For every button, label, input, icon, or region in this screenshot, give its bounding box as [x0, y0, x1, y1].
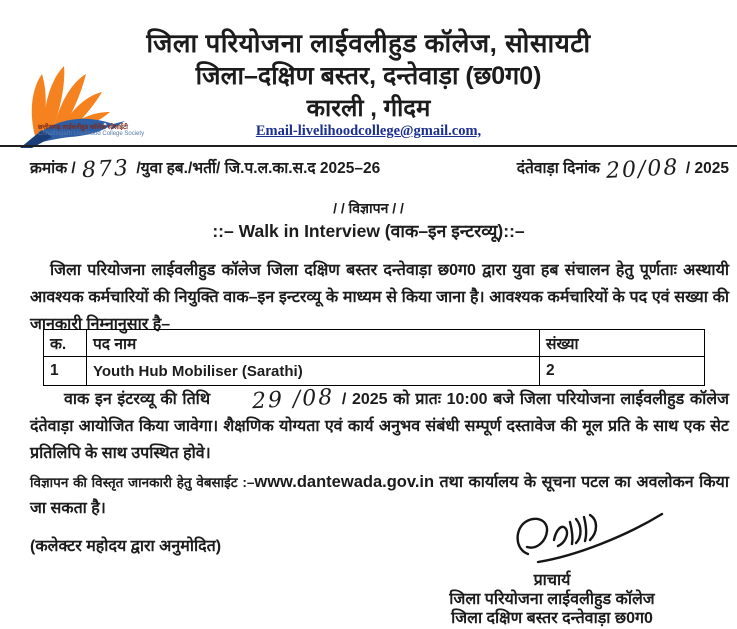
- email-link[interactable]: Email-livelihoodcollege@gmail.com,: [255, 123, 482, 139]
- signature-scribble-icon: [510, 510, 666, 568]
- date-suffix: / 2025: [685, 160, 729, 177]
- reference-date: [516, 155, 729, 184]
- table-row: [44, 357, 705, 386]
- logo-caption-english: Chhattisgarh Livelihood College Society: [38, 131, 145, 137]
- table-header-row: [44, 330, 705, 357]
- ref-suffix: /युवा हब./भर्ती/ जि.प.ल.का.स.द 2025–26: [136, 160, 381, 177]
- cell-serial: 1: [44, 357, 87, 386]
- website-info-suffix: तथा कार्यालय के सूचना पटल का अवलोकन किया जा सकता है।: [30, 474, 729, 517]
- interview-date-handwritten: 29 /08: [251, 384, 335, 415]
- header-post-name: पद नाम: [87, 330, 540, 357]
- signatory-org-line1: जिला परियोजना लाईवलीहुड कॉलेज: [449, 591, 655, 608]
- org-title-line3: कारली , गीदम: [306, 95, 431, 122]
- date-prefix: दंतेवाड़ा दिनांक: [516, 160, 600, 177]
- para2-after-date: / 2025 को प्रातः 10:00 बजे जिला परियोजना लाईवलीहुड कॉलेज दंतेवाड़ा आयोजित किया जावेगा। शैक्षणिक योग्यता एवं कार्य अनुभव संबंधी सम्पूर्ण दस्तावेज की मूल प्रति के साथ एक सेट प्रतिलिपि के साथ उपस्थित होवे।: [30, 391, 729, 462]
- ref-number-handwritten: 873: [81, 155, 131, 184]
- para2-before-date: वाक इन इंटरव्यू की तिथि: [64, 391, 211, 408]
- ref-prefix: क्रमांक /: [30, 160, 76, 177]
- header-divider: [0, 145, 737, 147]
- date-handwritten: 20/08: [605, 155, 681, 184]
- signatory-designation: प्राचार्य: [533, 572, 571, 589]
- vacancy-table: [43, 329, 705, 386]
- signature-block: [438, 510, 666, 628]
- cell-count: 2: [540, 357, 705, 386]
- website-url: www.dantewada.gov.in: [254, 473, 435, 491]
- header-count: संख्या: [540, 330, 705, 357]
- reference-number: [30, 155, 381, 184]
- cell-post-name: Youth Hub Mobiliser (Sarathi): [87, 357, 540, 386]
- interview-details-paragraph: [30, 386, 729, 467]
- org-title-line1: जिला परियोजना लाईवलीहुड कॉलेज, सोसायटी: [146, 28, 591, 58]
- advertisement-heading: / / विज्ञापन / /: [333, 200, 404, 216]
- logo-caption-hindi: छत्तीसगढ़ लाईवलीहुड कॉलेज सोसाईटी: [38, 124, 128, 131]
- website-info-prefix: विज्ञापन की विस्तृत जानकारी हेतु वेबसाईट :–: [30, 475, 255, 490]
- header-serial: क.: [44, 330, 87, 357]
- org-title-line2: जिला–दक्षिण बस्तर, दन्तेवाड़ा (छ0ग0): [195, 62, 542, 90]
- intro-paragraph: जिला परियोजना लाईवलीहुड कॉलेज जिला दक्षिण बस्तर दन्तेवाड़ा छ0ग0 द्वारा युवा हब संचालन हेतु पूर्णताः अस्थायी आवश्यक कर्मचारियों की नियुक्ति वाक–इन इन्टरव्यू के माध्यम से किया जाना है। आवश्यक कर्मचारियों के पद एवं सख्या की जानकारी निम्नानुसार है–: [30, 262, 729, 333]
- reference-row: [30, 155, 729, 184]
- walk-in-interview-heading: ::– Walk in Interview (वाक–इन इन्टरव्यू)::–: [212, 221, 525, 241]
- collector-approval-note: (कलेक्टर महोदय द्वारा अनुमोदित): [30, 538, 222, 555]
- signatory-org-line2: जिला दक्षिण बस्तर दन्तेवाड़ा छ0ग0: [451, 610, 653, 627]
